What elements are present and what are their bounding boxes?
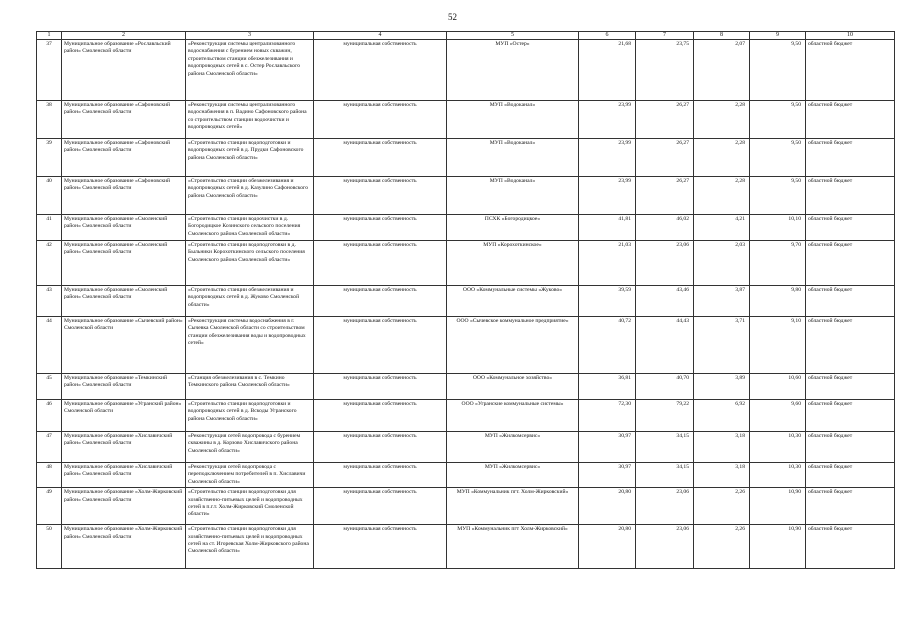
value-cell: 10,10	[750, 215, 806, 241]
value-cell: 2,07	[694, 40, 750, 101]
value-cell: 4,21	[694, 215, 750, 241]
value-cell: 9,50	[750, 139, 806, 177]
ownership-cell: муниципальная собственность	[314, 286, 447, 317]
value-cell: 10,90	[750, 525, 806, 569]
event-cell: «Строительство станции водоподготовки в д. Быльники Корохоткинского сельского поселения Смоленского района Смоленской области»	[186, 241, 314, 286]
organization-cell: МУП «Коммунальник пгт. Холм-Жирковский»	[447, 488, 579, 525]
funding-source-cell: областной бюджет	[806, 525, 895, 569]
table-row	[37, 286, 895, 317]
ownership-cell: муниципальная собственность	[314, 40, 447, 101]
event-cell: «Станция обезжелезивания в с. Темкино Темкинского района Смоленской области»	[186, 374, 314, 400]
value-cell: 9,50	[750, 177, 806, 215]
table-row	[37, 463, 895, 488]
value-cell: 36,81	[579, 374, 636, 400]
row-number: 39	[37, 139, 62, 177]
municipality-cell: Муниципальное образование «Сычевский район» Смоленской области	[62, 317, 186, 374]
value-cell: 6,92	[694, 400, 750, 432]
municipality-cell: Муниципальное образование «Смоленский район» Смоленской области	[62, 286, 186, 317]
value-cell: 9,50	[750, 101, 806, 139]
event-cell: «Реконструкция сетей водопровода с переподключением потребителей в п. Хиславичи Смоленской области»	[186, 463, 314, 488]
municipality-cell: Муниципальное образование «Сафоновский район» Смоленской области	[62, 177, 186, 215]
municipality-cell: Муниципальное образование «Угранский район» Смоленской области	[62, 400, 186, 432]
value-cell: 44,43	[636, 317, 694, 374]
value-cell: 40,72	[579, 317, 636, 374]
value-cell: 2,26	[694, 525, 750, 569]
event-cell: «Строительство станции водоочистки в д. Богородицкое Козинского сельского поселения Смоленского района Смоленской области»	[186, 215, 314, 241]
header-cell: 1	[37, 32, 62, 40]
table-row	[37, 400, 895, 432]
value-cell: 2,28	[694, 139, 750, 177]
data-table	[36, 31, 895, 569]
organization-cell: ООО «Сычевское коммунальное предприятие»	[447, 317, 579, 374]
organization-cell: ООО «Коммунальное хозяйство»	[447, 374, 579, 400]
table-row	[37, 317, 895, 374]
value-cell: 9,70	[750, 241, 806, 286]
value-cell: 3,18	[694, 432, 750, 463]
table-body	[37, 40, 895, 569]
table-row	[37, 488, 895, 525]
table-row	[37, 40, 895, 101]
municipality-cell: Муниципальное образование «Хиславичский район» Смоленской области	[62, 432, 186, 463]
funding-source-cell: областной бюджет	[806, 400, 895, 432]
organization-cell: МУП «Водоканал»	[447, 139, 579, 177]
funding-source-cell: областной бюджет	[806, 463, 895, 488]
ownership-cell: муниципальная собственность	[314, 215, 447, 241]
table-row	[37, 374, 895, 400]
municipality-cell: Муниципальное образование «Хиславичский район» Смоленской области	[62, 463, 186, 488]
row-number: 49	[37, 488, 62, 525]
funding-source-cell: областной бюджет	[806, 488, 895, 525]
ownership-cell: муниципальная собственность	[314, 374, 447, 400]
value-cell: 2,26	[694, 488, 750, 525]
value-cell: 23,99	[579, 177, 636, 215]
event-cell: «Строительство станции обезжелезивания и водопроводных сетей в д. Казулино Сафоновского района Смоленской области»	[186, 177, 314, 215]
organization-cell: МУП «Жилкомсервис»	[447, 432, 579, 463]
municipality-cell: Муниципальное образование «Холм-Жирковский район» Смоленской области	[62, 525, 186, 569]
ownership-cell: муниципальная собственность	[314, 317, 447, 374]
value-cell: 39,59	[579, 286, 636, 317]
value-cell: 23,99	[579, 139, 636, 177]
municipality-cell: Муниципальное образование «Холм-Жирковский район» Смоленской области	[62, 488, 186, 525]
municipality-cell: Муниципальное образование «Сафоновский район» Смоленской области	[62, 139, 186, 177]
organization-cell: ПСХК «Богородицкое»	[447, 215, 579, 241]
organization-cell: МУП «Жилкомсервис»	[447, 463, 579, 488]
event-cell: «Строительство станции водоподготовки для хозяйственно-питьевых целей и водопроводных сетей на ст. Игоревская Холм-Жирковского района Смоленской области»	[186, 525, 314, 569]
organization-cell: МУП «Корохоткинское»	[447, 241, 579, 286]
funding-source-cell: областной бюджет	[806, 101, 895, 139]
ownership-cell: муниципальная собственность	[314, 400, 447, 432]
row-number: 45	[37, 374, 62, 400]
table-row	[37, 525, 895, 569]
value-cell: 72,30	[579, 400, 636, 432]
organization-cell: МУП «Коммунальник пгт Холм-Жирковский»	[447, 525, 579, 569]
table-row	[37, 241, 895, 286]
value-cell: 23,99	[579, 101, 636, 139]
value-cell: 9,10	[750, 317, 806, 374]
value-cell: 26,27	[636, 101, 694, 139]
header-cell: 3	[186, 32, 314, 40]
table-row	[37, 101, 895, 139]
value-cell: 34,15	[636, 463, 694, 488]
value-cell: 20,80	[579, 488, 636, 525]
value-cell: 2,28	[694, 177, 750, 215]
event-cell: «Строительство станции водоподготовки и водопроводных сетей в д. Прудки Сафоновского района Смоленской области»	[186, 139, 314, 177]
row-number: 47	[37, 432, 62, 463]
page-number: 52	[448, 12, 457, 22]
row-number: 42	[37, 241, 62, 286]
funding-source-cell: областной бюджет	[806, 374, 895, 400]
value-cell: 79,22	[636, 400, 694, 432]
organization-cell: ООО «Угранские коммунальные системы»	[447, 400, 579, 432]
funding-source-cell: областной бюджет	[806, 40, 895, 101]
header-cell: 8	[694, 32, 750, 40]
event-cell: «Строительство станции водоподготовки и водопроводных сетей в д. Вскоды Угранского района Смоленской области»	[186, 400, 314, 432]
event-cell: «Реконструкция системы централизованного водоснабжения с бурением новых скважин, строительством станции обезжелезивания и водопроводных сетей в с. Остер Рославльского района Смоленской области»	[186, 40, 314, 101]
funding-source-cell: областной бюджет	[806, 317, 895, 374]
value-cell: 46,02	[636, 215, 694, 241]
header-row	[37, 32, 895, 40]
value-cell: 10,30	[750, 432, 806, 463]
table-row	[37, 432, 895, 463]
municipality-cell: Муниципальное образование «Рославльский район» Смоленской области	[62, 40, 186, 101]
funding-source-cell: областной бюджет	[806, 286, 895, 317]
header-cell: 6	[579, 32, 636, 40]
header-cell: 2	[62, 32, 186, 40]
ownership-cell: муниципальная собственность	[314, 241, 447, 286]
value-cell: 26,27	[636, 139, 694, 177]
value-cell: 10,30	[750, 463, 806, 488]
value-cell: 23,06	[636, 525, 694, 569]
ownership-cell: муниципальная собственность	[314, 525, 447, 569]
event-cell: «Строительство станции водоподготовки для хозяйственно-питьевых целей и водопроводных сетей в п.г.т. Холм-Жирковский Смоленской области»	[186, 488, 314, 525]
value-cell: 2,03	[694, 241, 750, 286]
row-number: 37	[37, 40, 62, 101]
value-cell: 10,90	[750, 488, 806, 525]
value-cell: 43,46	[636, 286, 694, 317]
value-cell: 2,28	[694, 101, 750, 139]
row-number: 41	[37, 215, 62, 241]
row-number: 46	[37, 400, 62, 432]
row-number: 40	[37, 177, 62, 215]
header-cell: 5	[447, 32, 579, 40]
row-number: 50	[37, 525, 62, 569]
value-cell: 9,60	[750, 400, 806, 432]
organization-cell: ООО «Коммунальные системы «Жуково»	[447, 286, 579, 317]
value-cell: 30,97	[579, 463, 636, 488]
value-cell: 30,97	[579, 432, 636, 463]
value-cell: 23,06	[636, 241, 694, 286]
funding-source-cell: областной бюджет	[806, 215, 895, 241]
header-cell: 4	[314, 32, 447, 40]
value-cell: 26,27	[636, 177, 694, 215]
ownership-cell: муниципальная собственность	[314, 101, 447, 139]
value-cell: 23,06	[636, 488, 694, 525]
municipality-cell: Муниципальное образование «Смоленский район» Смоленской области	[62, 241, 186, 286]
event-cell: «Реконструкция сетей водопровода с бурением скважины в д. Корзово Хиславичского района Смоленской области»	[186, 432, 314, 463]
header-cell: 9	[750, 32, 806, 40]
event-cell: «Реконструкция системы водоснабжения в г. Сычевка Смоленской области со строительством станции обезжелезивания воды и водопроводных сетей»	[186, 317, 314, 374]
value-cell: 21,03	[579, 241, 636, 286]
funding-source-cell: областной бюджет	[806, 432, 895, 463]
value-cell: 9,50	[750, 40, 806, 101]
value-cell: 3,18	[694, 463, 750, 488]
funding-source-cell: областной бюджет	[806, 177, 895, 215]
table-row	[37, 177, 895, 215]
ownership-cell: муниципальная собственность	[314, 432, 447, 463]
event-cell: «Строительство станции обезжелезивания и водопроводных сетей в д. Жуково Смоленской области»	[186, 286, 314, 317]
value-cell: 9,80	[750, 286, 806, 317]
row-number: 48	[37, 463, 62, 488]
value-cell: 40,70	[636, 374, 694, 400]
row-number: 38	[37, 101, 62, 139]
municipality-cell: Муниципальное образование «Смоленский район» Смоленской области	[62, 215, 186, 241]
row-number: 43	[37, 286, 62, 317]
ownership-cell: муниципальная собственность	[314, 177, 447, 215]
header-cell: 7	[636, 32, 694, 40]
header-cell: 10	[806, 32, 895, 40]
value-cell: 20,80	[579, 525, 636, 569]
table-row	[37, 215, 895, 241]
municipality-cell: Муниципальное образование «Сафоновский район» Смоленской области	[62, 101, 186, 139]
event-cell: «Реконструкция системы централизованного водоснабжения в п. Вадино Сафоновского района со строительством станции водоочистки и водопроводных сетей»	[186, 101, 314, 139]
row-number: 44	[37, 317, 62, 374]
municipality-cell: Муниципальное образование «Темкинский район» Смоленской области	[62, 374, 186, 400]
ownership-cell: муниципальная собственность	[314, 139, 447, 177]
value-cell: 3,71	[694, 317, 750, 374]
value-cell: 23,75	[636, 40, 694, 101]
value-cell: 10,60	[750, 374, 806, 400]
organization-cell: МУП «Водоканал»	[447, 101, 579, 139]
funding-source-cell: областной бюджет	[806, 241, 895, 286]
organization-cell: МУП «Водоканал»	[447, 177, 579, 215]
ownership-cell: муниципальная собственность	[314, 463, 447, 488]
value-cell: 3,87	[694, 286, 750, 317]
table-row	[37, 139, 895, 177]
value-cell: 21,68	[579, 40, 636, 101]
ownership-cell: муниципальная собственность	[314, 488, 447, 525]
value-cell: 41,81	[579, 215, 636, 241]
value-cell: 34,15	[636, 432, 694, 463]
funding-source-cell: областной бюджет	[806, 139, 895, 177]
value-cell: 3,89	[694, 374, 750, 400]
organization-cell: МУП «Остер»	[447, 40, 579, 101]
